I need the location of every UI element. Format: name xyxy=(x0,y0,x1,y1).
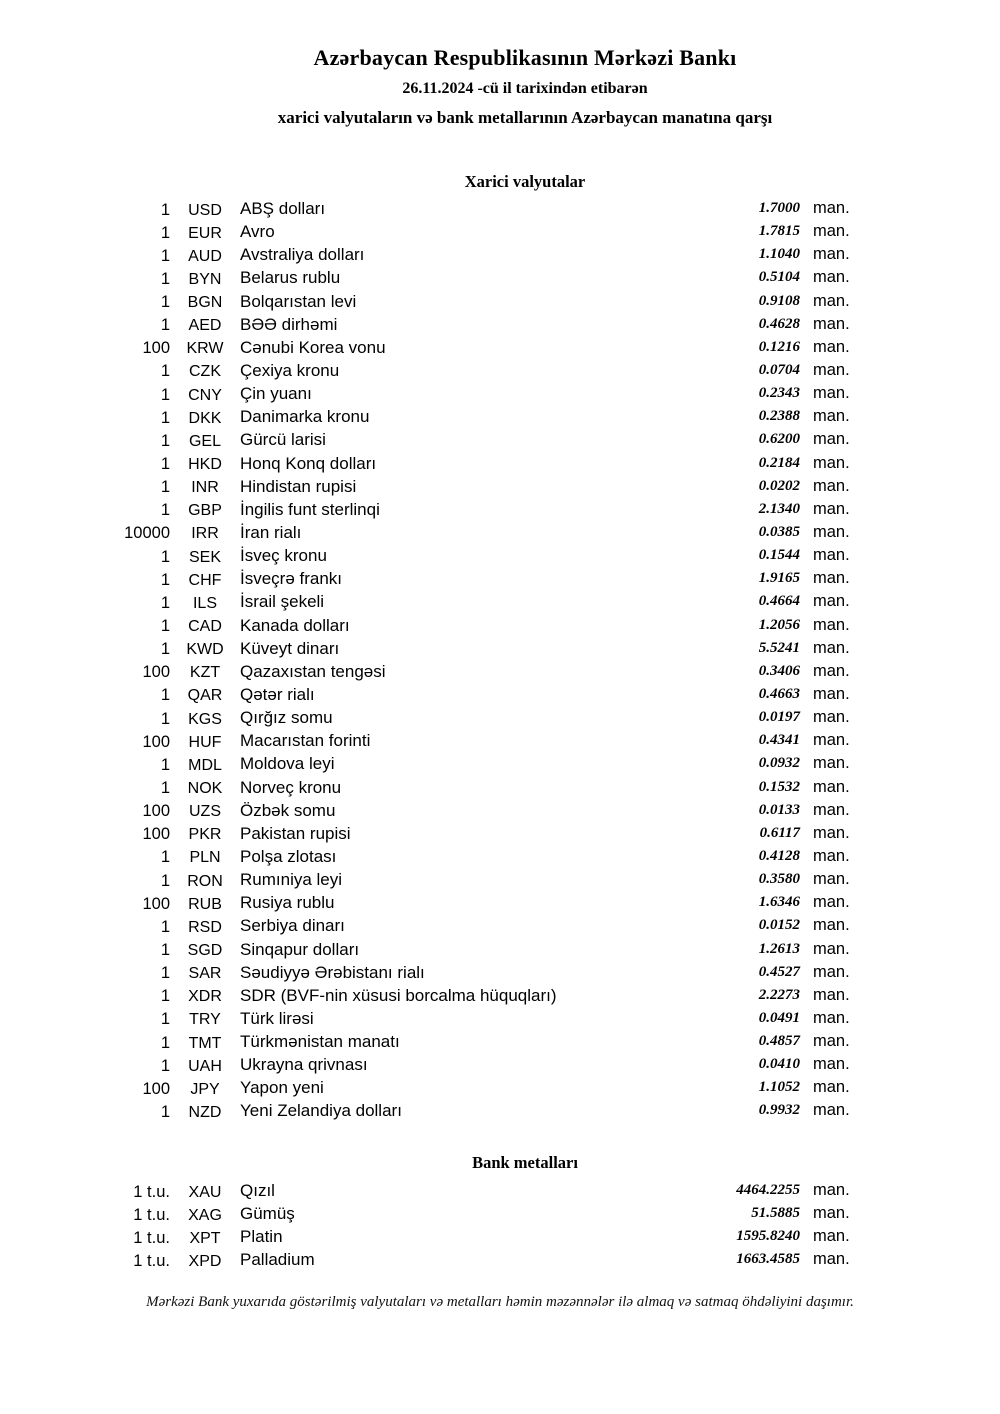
currency-quantity-cell: 1 xyxy=(160,871,170,890)
currency-rate-cell: 1.6346 xyxy=(758,894,800,911)
currency-unit-cell: man. xyxy=(813,1008,850,1027)
currency-code-cell: TRY xyxy=(189,1011,221,1029)
disclaimer-note: Mərkəzi Bank yuxarıda göstərilmiş valyutaları və metalları həmin məzənnələr ilə almaq və satmaq öhdəliyini daşımır. xyxy=(146,1294,854,1310)
currency-name-cell: Pakistan rupisi xyxy=(240,823,351,843)
currency-quantity-cell: 1 xyxy=(160,686,170,705)
currency-code-cell: INR xyxy=(191,479,219,497)
currency-quantity-cell: 1 xyxy=(160,478,170,497)
currency-unit-cell: man. xyxy=(813,1032,850,1051)
currency-quantity-cell: 1 xyxy=(160,455,170,474)
currency-row xyxy=(0,729,1000,752)
currency-row xyxy=(0,243,1000,266)
currency-unit-cell: man. xyxy=(813,314,850,333)
metal-quantity-cell: 1 t.u. xyxy=(133,1182,170,1201)
currency-unit-cell: man. xyxy=(813,199,850,217)
currency-row xyxy=(0,1099,1000,1122)
currency-quantity-cell: 1 xyxy=(160,917,170,936)
currency-row xyxy=(0,984,1000,1007)
currency-name-cell: Belarus rublu xyxy=(240,268,341,288)
metals-table xyxy=(0,1179,1000,1272)
currency-rate-cell: 0.0491 xyxy=(758,1009,800,1026)
currency-quantity-cell: 1 xyxy=(160,964,170,983)
currency-unit-cell: man. xyxy=(813,1101,850,1120)
metal-name-cell: Platin xyxy=(240,1227,283,1247)
currency-rate-cell: 0.0202 xyxy=(758,477,800,494)
currency-quantity-cell: 1 xyxy=(160,223,170,242)
currency-name-cell: Qırğız somu xyxy=(240,708,333,728)
currency-unit-cell: man. xyxy=(813,407,850,426)
currency-name-cell: Gürcü larisi xyxy=(240,430,326,450)
metals-section-heading: Bank metalları xyxy=(472,1153,578,1172)
currency-rate-cell: 0.4664 xyxy=(758,593,800,610)
currency-row xyxy=(0,845,1000,868)
currency-row xyxy=(0,521,1000,544)
currency-unit-cell: man. xyxy=(813,522,850,541)
metal-unit-cell: man. xyxy=(813,1181,850,1199)
currency-row xyxy=(0,336,1000,359)
currency-quantity-cell: 1 xyxy=(160,1056,170,1075)
currency-row xyxy=(0,614,1000,637)
currency-code-cell: CHF xyxy=(188,571,222,589)
currency-rate-cell: 0.1216 xyxy=(758,338,800,355)
currency-row xyxy=(0,475,1000,498)
currency-unit-cell: man. xyxy=(813,846,850,865)
currency-row xyxy=(0,799,1000,822)
currency-row xyxy=(0,382,1000,405)
currency-name-cell: Küveyt dinarı xyxy=(240,638,340,658)
currency-row xyxy=(0,290,1000,313)
currency-name-cell: Çin yuanı xyxy=(240,384,312,404)
currency-code-cell: HUF xyxy=(188,733,222,751)
currency-name-cell: Sinqapur dolları xyxy=(240,939,360,959)
currency-name-cell: Norveç kronu xyxy=(240,777,342,797)
currency-quantity-cell: 1 xyxy=(160,362,170,381)
currency-unit-cell: man. xyxy=(813,870,850,889)
currency-name-cell: Çexiya kronu xyxy=(240,360,340,380)
currency-row xyxy=(0,938,1000,961)
currency-quantity-cell: 1 xyxy=(160,501,170,520)
currency-row xyxy=(0,822,1000,845)
currency-quantity-cell: 1 xyxy=(160,941,170,959)
currency-name-cell: Moldova leyi xyxy=(240,754,335,774)
currency-rate-cell: 2.2273 xyxy=(758,986,800,1003)
currency-code-cell: CAD xyxy=(188,618,222,636)
currency-quantity-cell: 1 xyxy=(160,1010,170,1029)
currency-rate-cell: 0.9932 xyxy=(758,1102,800,1119)
currency-code-cell: KWD xyxy=(186,641,224,659)
currency-quantity-cell: 1 xyxy=(160,617,170,636)
currency-code-cell: GEL xyxy=(188,432,221,450)
currency-quantity-cell: 10000 xyxy=(124,524,170,543)
currency-name-cell: İsrail şekeli xyxy=(240,592,325,612)
currency-code-cell: AUD xyxy=(188,247,222,265)
currency-row xyxy=(0,197,1000,220)
currency-rate-cell: 0.1532 xyxy=(758,778,800,795)
currency-code-cell: KGS xyxy=(188,710,222,728)
currency-rate-cell: 0.4663 xyxy=(758,685,800,702)
metal-code-cell: XAG xyxy=(188,1206,222,1224)
currency-quantity-cell: 1 xyxy=(160,709,170,728)
currency-name-cell: Avro xyxy=(240,222,275,242)
currency-name-cell: Serbiya dinarı xyxy=(240,916,345,936)
currency-rate-cell: 0.4341 xyxy=(758,732,800,749)
metal-row xyxy=(0,1179,1000,1202)
currency-code-cell: KRW xyxy=(186,340,224,358)
currency-rate-cell: 0.4128 xyxy=(758,847,800,864)
currency-row xyxy=(0,1076,1000,1099)
currency-rate-cell: 0.3580 xyxy=(758,871,800,888)
metal-rate-cell: 4464.2255 xyxy=(736,1182,800,1198)
currency-quantity-cell: 1 xyxy=(160,408,170,427)
currency-name-cell: Honq Konq dolları xyxy=(240,453,377,473)
currency-code-cell: QAR xyxy=(187,687,223,705)
currency-quantity-cell: 1 xyxy=(160,1102,170,1121)
currency-code-cell: SGD xyxy=(187,942,223,959)
metal-code-cell: XPT xyxy=(189,1229,221,1247)
currency-code-cell: PKR xyxy=(188,826,222,844)
currency-rate-cell: 0.0197 xyxy=(758,709,800,726)
currency-name-cell: İsveç kronu xyxy=(240,546,327,566)
metal-rate-cell: 51.5885 xyxy=(751,1205,800,1222)
currency-code-cell: UAH xyxy=(188,1057,222,1075)
currency-rate-cell: 0.0410 xyxy=(758,1056,800,1073)
currency-row xyxy=(0,961,1000,984)
currency-unit-cell: man. xyxy=(813,337,850,356)
currency-name-cell: Macarıstan forinti xyxy=(240,731,371,751)
currency-quantity-cell: 1 xyxy=(160,640,170,659)
currency-rate-cell: 0.1544 xyxy=(758,547,800,564)
currency-unit-cell: man. xyxy=(813,1078,850,1097)
metal-row xyxy=(0,1248,1000,1271)
metal-unit-cell: man. xyxy=(813,1204,850,1223)
currency-row xyxy=(0,498,1000,521)
currency-quantity-cell: 100 xyxy=(142,894,170,913)
currency-unit-cell: man. xyxy=(813,638,850,657)
currency-unit-cell: man. xyxy=(813,453,850,472)
currency-rate-cell: 0.6117 xyxy=(759,824,800,841)
currency-code-cell: EUR xyxy=(188,224,222,242)
currency-code-cell: NOK xyxy=(187,780,223,798)
currency-unit-cell: man. xyxy=(813,661,850,680)
currency-rate-cell: 1.2613 xyxy=(758,940,800,957)
currency-row xyxy=(0,914,1000,937)
document-subtitle: xarici valyutaların və bank metallarının Azərbaycan manatına qarşı xyxy=(277,108,773,127)
currency-row xyxy=(0,220,1000,243)
currency-quantity-cell: 100 xyxy=(142,732,170,751)
currency-code-cell: NZD xyxy=(188,1103,222,1121)
metal-quantity-cell: 1 t.u. xyxy=(133,1228,170,1247)
currency-quantity-cell: 1 xyxy=(160,316,170,335)
currency-code-cell: RUB xyxy=(188,895,222,913)
currency-code-cell: RON xyxy=(187,872,223,890)
currency-name-cell: Qətər rialı xyxy=(240,684,315,704)
currency-rate-cell: 0.4527 xyxy=(758,963,800,980)
currency-name-cell: Türk lirəsi xyxy=(240,1008,314,1028)
currency-name-cell: Özbək somu xyxy=(240,800,336,820)
currency-code-cell: KZT xyxy=(189,664,221,682)
currency-name-cell: SDR (BVF-nin xüsusi borcalma hüquqları) xyxy=(240,985,557,1005)
metal-name-cell: Palladium xyxy=(240,1250,315,1270)
metal-row xyxy=(0,1202,1000,1225)
currency-name-cell: Hindistan rupisi xyxy=(240,476,357,496)
currency-code-cell: CZK xyxy=(189,363,221,381)
currency-name-cell: Qazaxıstan tengəsi xyxy=(240,661,386,681)
currency-unit-cell: man. xyxy=(813,1055,850,1074)
currency-row xyxy=(0,891,1000,914)
currency-name-cell: Polşa zlotası xyxy=(240,846,337,866)
currency-unit-cell: man. xyxy=(813,268,850,287)
currency-row xyxy=(0,544,1000,567)
currency-rate-cell: 0.2388 xyxy=(758,408,800,425)
currency-row xyxy=(0,1053,1000,1076)
currency-quantity-cell: 1 xyxy=(160,200,170,219)
currency-rate-cell: 1.2056 xyxy=(758,616,800,633)
currency-code-cell: XDR xyxy=(188,988,222,1006)
currency-quantity-cell: 1 xyxy=(160,570,170,589)
currency-unit-cell: man. xyxy=(813,592,850,611)
currency-rate-cell: 0.0152 xyxy=(758,917,800,934)
metal-code-cell: XPD xyxy=(188,1252,222,1270)
currency-code-cell: IRR xyxy=(191,525,219,543)
bank-title: Azərbaycan Respublikasının Mərkəzi Bankı xyxy=(313,45,737,70)
currency-rate-cell: 5.5241 xyxy=(758,639,800,656)
currency-code-cell: BGN xyxy=(187,294,223,312)
metal-quantity-cell: 1 t.u. xyxy=(133,1205,170,1224)
currency-name-cell: İngilis funt sterlinqi xyxy=(240,499,380,519)
currency-rate-cell: 1.7815 xyxy=(758,223,800,240)
currency-unit-cell: man. xyxy=(813,893,850,912)
currency-row xyxy=(0,1007,1000,1030)
currency-code-cell: MDL xyxy=(188,756,222,774)
currency-rate-cell: 0.3406 xyxy=(758,662,800,679)
currency-name-cell: Türkmənistan manatı xyxy=(240,1032,400,1052)
currency-row xyxy=(0,359,1000,382)
currency-code-cell: BYN xyxy=(188,270,222,288)
currency-name-cell: Cənubi Korea vonu xyxy=(240,337,386,357)
currency-code-cell: SEK xyxy=(188,548,221,566)
currency-code-cell: AED xyxy=(188,317,222,335)
currency-row xyxy=(0,660,1000,683)
currency-unit-cell: man. xyxy=(813,985,850,1004)
currency-unit-cell: man. xyxy=(813,777,850,796)
currency-unit-cell: man. xyxy=(813,245,850,264)
metal-code-cell: XAU xyxy=(188,1183,222,1201)
currency-name-cell: Rusiya rublu xyxy=(240,893,335,913)
currency-rate-cell: 0.9108 xyxy=(758,292,800,309)
metal-unit-cell: man. xyxy=(813,1250,850,1269)
currency-unit-cell: man. xyxy=(813,916,850,935)
currency-name-cell: Ukrayna qrivnası xyxy=(240,1055,368,1075)
currency-row xyxy=(0,452,1000,475)
currency-unit-cell: man. xyxy=(813,384,850,403)
currency-quantity-cell: 1 xyxy=(160,755,170,774)
currency-row xyxy=(0,683,1000,706)
currency-row xyxy=(0,1030,1000,1053)
currency-rate-cell: 0.2343 xyxy=(758,385,800,402)
currency-rate-cell: 0.0932 xyxy=(758,755,800,772)
currency-name-cell: Yeni Zelandiya dolları xyxy=(240,1101,402,1121)
currency-name-cell: BƏƏ dirhəmi xyxy=(240,314,338,334)
currency-rate-cell: 0.4628 xyxy=(758,315,800,332)
currency-quantity-cell: 100 xyxy=(142,663,170,682)
currency-quantity-cell: 1 xyxy=(160,293,170,312)
currency-quantity-cell: 1 xyxy=(160,547,170,566)
metal-rate-cell: 1595.8240 xyxy=(736,1228,800,1245)
currency-unit-cell: man. xyxy=(813,430,850,449)
metal-row xyxy=(0,1225,1000,1248)
currency-name-cell: Danimarka kronu xyxy=(240,407,370,427)
currency-code-cell: USD xyxy=(188,201,222,219)
currency-rate-cell: 0.0133 xyxy=(758,801,800,818)
effective-date-line: 26.11.2024 -cü il tarixindən etibarən xyxy=(402,80,648,97)
currency-unit-cell: man. xyxy=(813,962,850,981)
currency-unit-cell: man. xyxy=(813,708,850,727)
currency-code-cell: UZS xyxy=(189,803,221,821)
currency-row xyxy=(0,428,1000,451)
currency-unit-cell: man. xyxy=(813,222,850,241)
document-header xyxy=(50,44,1000,128)
currency-name-cell: Rumıniya leyi xyxy=(240,870,343,890)
currency-row xyxy=(0,868,1000,891)
currencies-section-heading: Xarici valyutalar xyxy=(464,172,586,191)
currency-rate-cell: 0.0385 xyxy=(758,523,800,540)
metal-quantity-cell: 1 t.u. xyxy=(133,1251,170,1270)
currency-quantity-cell: 1 xyxy=(160,269,170,288)
currency-row xyxy=(0,405,1000,428)
currency-code-cell: PLN xyxy=(189,849,221,867)
currency-quantity-cell: 1 xyxy=(160,593,170,612)
currency-unit-cell: man. xyxy=(813,800,850,819)
currency-unit-cell: man. xyxy=(813,291,850,310)
currency-unit-cell: man. xyxy=(813,939,850,958)
currency-unit-cell: man. xyxy=(813,360,850,379)
currency-rate-cell: 1.1040 xyxy=(758,246,800,263)
currency-rate-cell: 2.1340 xyxy=(758,500,800,517)
currency-code-cell: CNY xyxy=(188,386,222,404)
currency-row xyxy=(0,752,1000,775)
currency-rate-cell: 1.1052 xyxy=(758,1079,800,1096)
currency-name-cell: Kanada dolları xyxy=(240,615,350,635)
currency-name-cell: ABŞ dolları xyxy=(240,199,326,218)
currency-rate-cell: 0.2184 xyxy=(758,454,800,471)
currency-name-cell: Yapon yeni xyxy=(240,1078,324,1098)
currency-quantity-cell: 100 xyxy=(142,802,170,821)
currency-row xyxy=(0,266,1000,289)
currency-quantity-cell: 100 xyxy=(142,339,170,358)
currency-quantity-cell: 100 xyxy=(142,1079,170,1098)
currency-code-cell: HKD xyxy=(188,456,222,474)
currency-quantity-cell: 1 xyxy=(160,246,170,265)
currency-quantity-cell: 1 xyxy=(160,1033,170,1052)
currency-unit-cell: man. xyxy=(813,823,850,842)
currency-code-cell: JPY xyxy=(190,1080,220,1098)
metal-rate-cell: 1663.4585 xyxy=(736,1251,800,1268)
currency-quantity-cell: 1 xyxy=(160,385,170,404)
currency-rate-cell: 0.5104 xyxy=(758,269,800,286)
currency-unit-cell: man. xyxy=(813,754,850,773)
currency-code-cell: RSD xyxy=(188,918,222,936)
currency-name-cell: İsveçrə frankı xyxy=(240,569,343,589)
currency-unit-cell: man. xyxy=(813,615,850,634)
currency-name-cell: İran rialı xyxy=(240,522,302,542)
currency-quantity-cell: 1 xyxy=(160,779,170,798)
currency-unit-cell: man. xyxy=(813,476,850,495)
currency-code-cell: TMT xyxy=(188,1034,222,1052)
currency-quantity-cell: 1 xyxy=(160,431,170,450)
metal-unit-cell: man. xyxy=(813,1227,850,1246)
currency-quantity-cell: 1 xyxy=(160,848,170,867)
currency-row xyxy=(0,567,1000,590)
currency-name-cell: Bolqarıstan levi xyxy=(240,291,357,311)
currency-name-cell: Səudiyyə Ərəbistanı rialı xyxy=(240,962,425,982)
currency-unit-cell: man. xyxy=(813,684,850,703)
currencies-table xyxy=(0,197,1000,1123)
currency-row xyxy=(0,313,1000,336)
currency-row xyxy=(0,776,1000,799)
currency-row xyxy=(0,706,1000,729)
currency-code-cell: GBP xyxy=(188,502,222,520)
currency-unit-cell: man. xyxy=(813,546,850,565)
currency-quantity-cell: 1 xyxy=(160,987,170,1006)
currency-rate-cell: 1.9165 xyxy=(758,570,800,587)
currency-name-cell: Avstraliya dolları xyxy=(240,245,365,265)
currency-row xyxy=(0,637,1000,660)
currency-unit-cell: man. xyxy=(813,499,850,518)
currency-row xyxy=(0,590,1000,613)
currency-code-cell: SAR xyxy=(188,965,222,983)
currency-rate-cell: 0.0704 xyxy=(758,361,800,378)
currency-unit-cell: man. xyxy=(813,569,850,588)
currency-quantity-cell: 100 xyxy=(142,825,170,844)
currency-code-cell: DKK xyxy=(188,409,222,427)
metal-name-cell: Gümüş xyxy=(240,1204,295,1224)
metal-name-cell: Qızıl xyxy=(240,1181,275,1200)
currency-rate-cell: 0.6200 xyxy=(758,431,800,448)
currency-unit-cell: man. xyxy=(813,731,850,750)
currency-rate-cell: 0.4857 xyxy=(758,1033,800,1050)
currency-code-cell: ILS xyxy=(192,594,217,612)
currency-rate-cell: 1.7000 xyxy=(758,200,800,216)
